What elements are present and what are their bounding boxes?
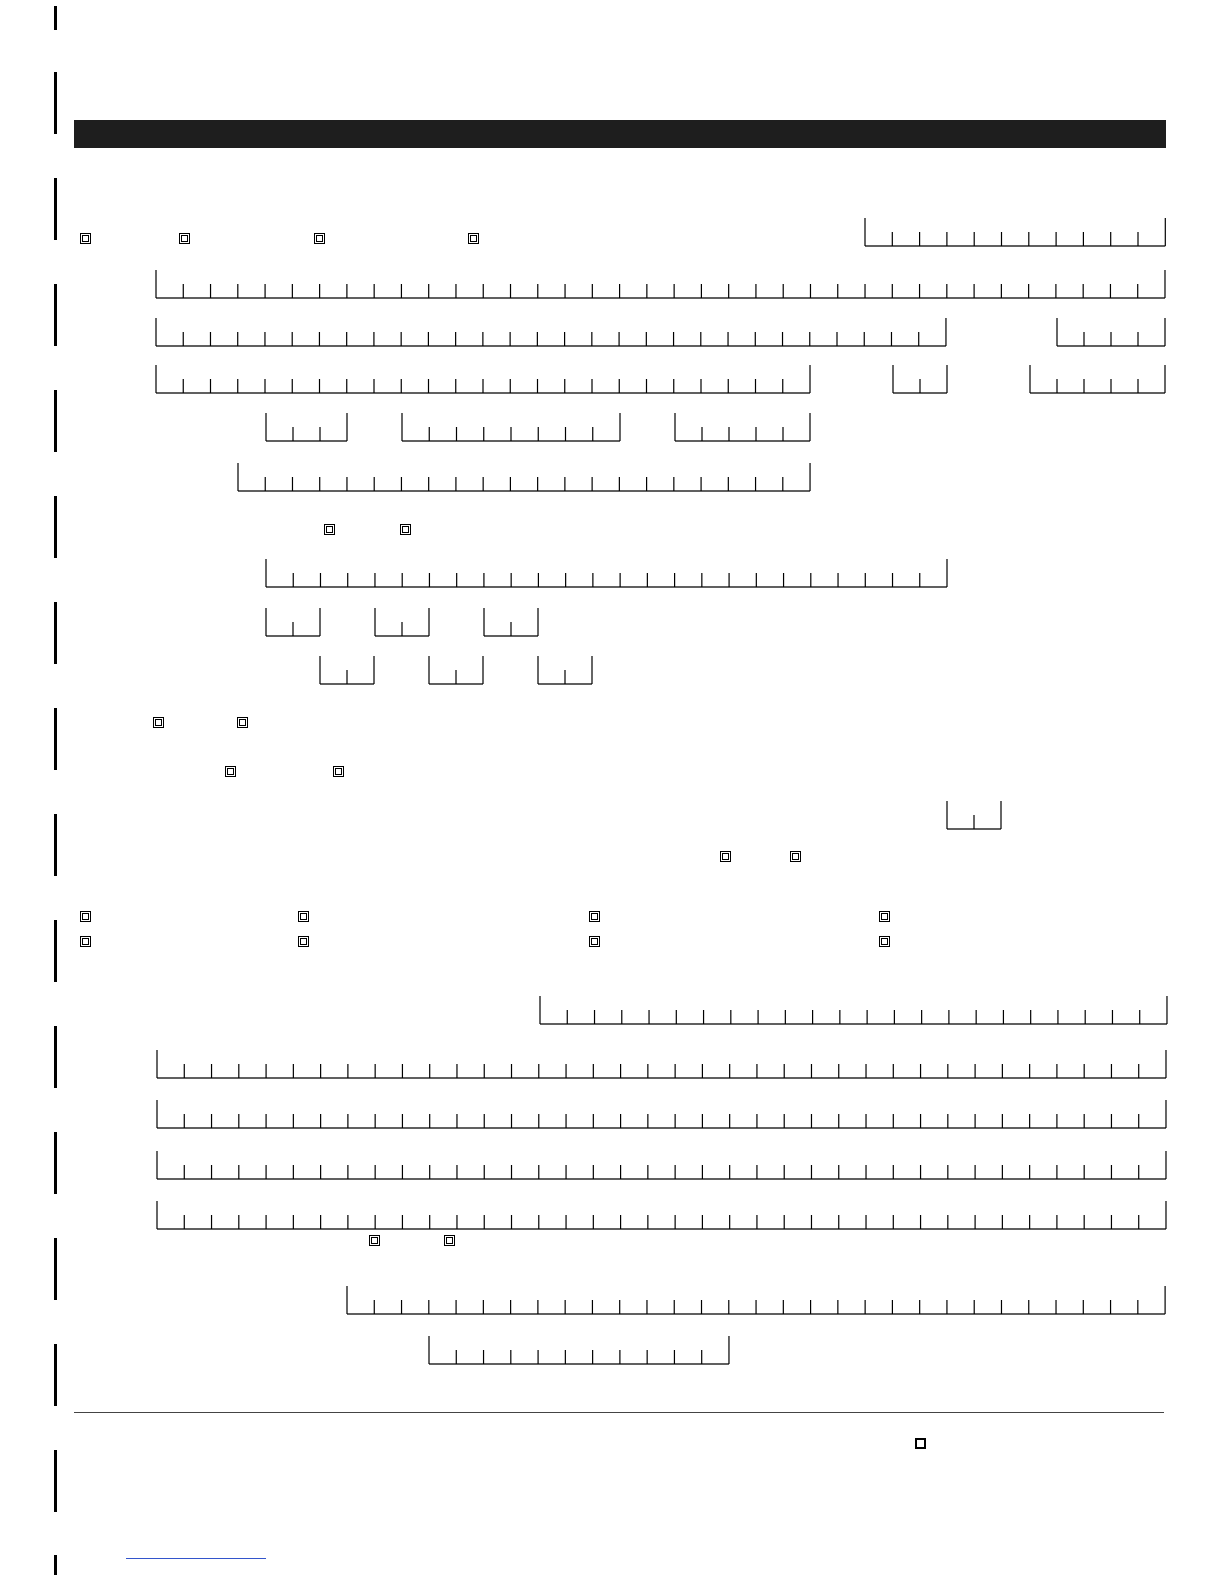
section-divider: [74, 1412, 1164, 1413]
comb-field-date-2-month[interactable]: [429, 656, 483, 684]
choice-d-checkbox[interactable]: [333, 766, 344, 777]
choice-c-checkbox[interactable]: [225, 766, 236, 777]
grid-checkbox-r2c3[interactable]: [589, 936, 600, 947]
choice-g-checkbox[interactable]: [369, 1235, 380, 1246]
comb-field-date-1-day[interactable]: [266, 608, 320, 636]
no-checkbox[interactable]: [400, 524, 411, 535]
comb-field-line-10[interactable]: [157, 1151, 1166, 1179]
option-checkbox-2[interactable]: [179, 233, 190, 244]
grid-checkbox-r1c2[interactable]: [298, 911, 309, 922]
grid-checkbox-r2c1[interactable]: [80, 936, 91, 947]
grid-checkbox-r1c3[interactable]: [589, 911, 600, 922]
grid-checkbox-r1c4[interactable]: [879, 911, 890, 922]
comb-field-line-2-short[interactable]: [1057, 318, 1165, 346]
comb-field-line-9[interactable]: [157, 1100, 1166, 1128]
comb-field-line-5[interactable]: [238, 463, 810, 491]
comb-field-line-3-end[interactable]: [1030, 365, 1165, 393]
comb-field-date-2-year[interactable]: [538, 656, 592, 684]
choice-b-checkbox[interactable]: [237, 717, 248, 728]
comb-field-date-1-year[interactable]: [484, 608, 538, 636]
comb-field-date-2-day[interactable]: [320, 656, 374, 684]
yes-checkbox[interactable]: [324, 524, 335, 535]
comb-field-line-1[interactable]: [156, 270, 1165, 298]
comb-field-line-4-a[interactable]: [266, 413, 347, 441]
comb-field-line-13[interactable]: [429, 1336, 729, 1364]
grid-checkbox-r1c1[interactable]: [80, 911, 91, 922]
choice-f-checkbox[interactable]: [790, 851, 801, 862]
grid-checkbox-r2c2[interactable]: [298, 936, 309, 947]
comb-field-line-3-mid[interactable]: [893, 365, 947, 393]
choice-e-checkbox[interactable]: [720, 851, 731, 862]
choice-a-checkbox[interactable]: [153, 717, 164, 728]
comb-field-small-count[interactable]: [947, 801, 1001, 829]
declaration-checkbox[interactable]: [915, 1438, 926, 1449]
footer-link-underline[interactable]: [126, 1558, 266, 1559]
comb-field-line-2-main[interactable]: [156, 318, 946, 346]
option-checkbox-1[interactable]: [80, 233, 91, 244]
comb-field-line-3-main[interactable]: [156, 365, 810, 393]
grid-checkbox-r2c4[interactable]: [879, 936, 890, 947]
comb-field-line-11[interactable]: [157, 1201, 1166, 1229]
comb-field-date-1-month[interactable]: [375, 608, 429, 636]
comb-field-line-4-b[interactable]: [402, 413, 620, 441]
comb-field-line-8[interactable]: [157, 1050, 1166, 1078]
comb-field-line-4-c[interactable]: [675, 413, 810, 441]
option-checkbox-3[interactable]: [314, 233, 325, 244]
comb-field-line-7[interactable]: [540, 996, 1167, 1024]
comb-field-ref-number[interactable]: [865, 218, 1165, 246]
comb-field-line-12[interactable]: [347, 1286, 1165, 1314]
choice-h-checkbox[interactable]: [444, 1235, 455, 1246]
option-checkbox-4[interactable]: [468, 233, 479, 244]
comb-field-line-6[interactable]: [266, 559, 947, 587]
